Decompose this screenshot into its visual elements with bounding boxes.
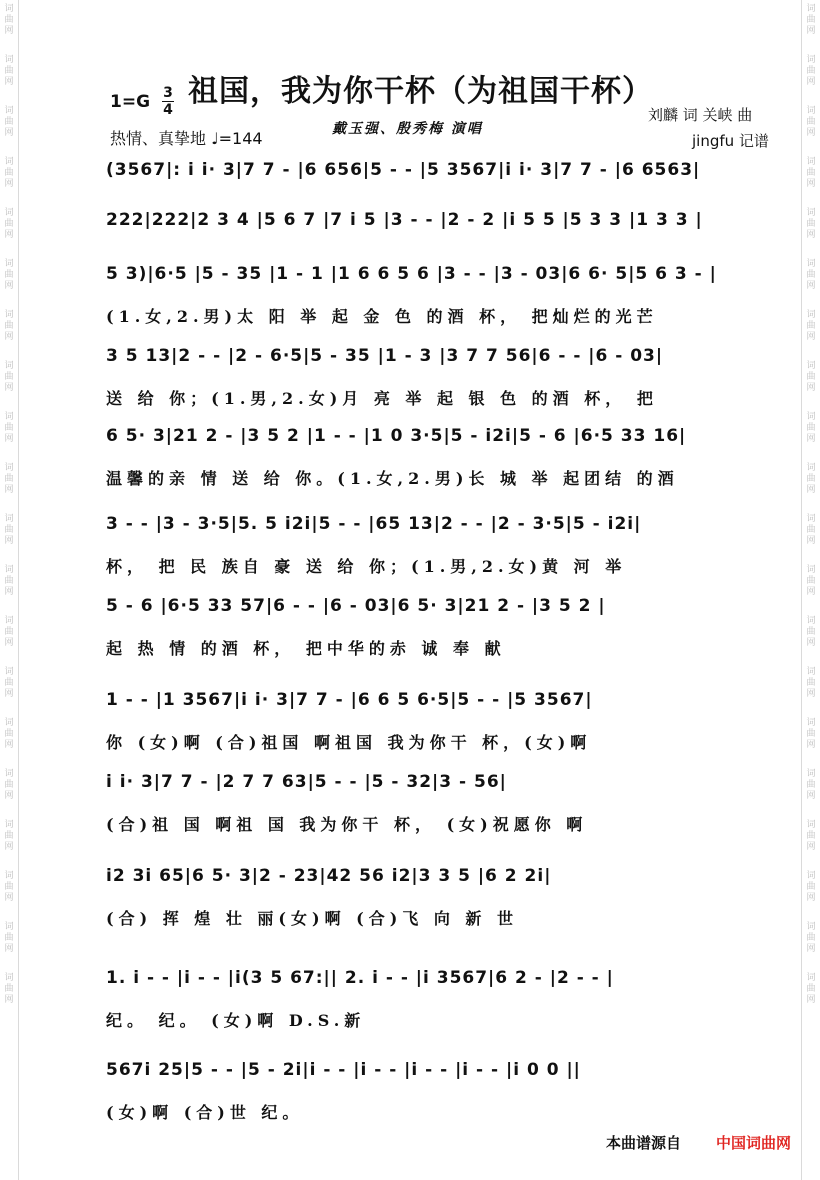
- lyric-line: 你 (女)啊 (合)祖国 啊祖国 我为你干 杯，(女)啊: [106, 733, 592, 752]
- lyric-line: 送 给 你；(1.男,2.女)月 亮 举 起 银 色 的酒 杯， 把: [106, 389, 658, 408]
- watermark-text: 词曲网: [806, 310, 816, 342]
- watermark-text: 词曲网: [4, 514, 14, 546]
- watermark-text: 词曲网: [4, 973, 14, 1005]
- notation-line: 3 5 13|2 - - |2 - 6·5|5 - 35 |1 - 3 |3 7 7 56|6 - - |6 - 03|: [106, 346, 664, 366]
- watermark-text: 词曲网: [806, 208, 816, 240]
- watermark-text: 词曲网: [806, 55, 816, 87]
- score-page: [20, 0, 800, 1180]
- watermark-text: 词曲网: [806, 718, 816, 750]
- time-top: 3: [163, 85, 173, 101]
- lyric-line: (合)祖 国 啊祖 国 我为你干 杯， (女)祝愿你 啊: [106, 815, 588, 834]
- watermark-text: 词曲网: [4, 718, 14, 750]
- right-watermark-strip: [801, 0, 820, 1180]
- notation-line: 1. i - - |i - - |i(3 5 67:|| 2. i - - |i 3567|6 2 - |2 - - |: [106, 968, 614, 988]
- time-bottom: 4: [163, 102, 173, 118]
- credits-notator: jingfu 记谱: [692, 132, 769, 150]
- lyric-line: (1.女,2.男)太 阳 举 起 金 色 的酒 杯， 把灿烂的光芒: [106, 307, 658, 326]
- watermark-text: 词曲网: [4, 208, 14, 240]
- watermark-text: 词曲网: [4, 157, 14, 189]
- notation-line: 5 - 6 |6·5 33 57|6 - - |6 - 03|6 5· 3|21 2 - |3 5 2 |: [106, 596, 606, 616]
- watermark-text: 词曲网: [4, 55, 14, 87]
- watermark-text: 词曲网: [4, 565, 14, 597]
- source-label: 本曲谱源自: [606, 1134, 682, 1152]
- credits-composer: 刘麟 词 关峡 曲: [648, 106, 753, 124]
- watermark-text: 词曲网: [4, 412, 14, 444]
- watermark-text: 词曲网: [806, 667, 816, 699]
- watermark-text: 词曲网: [806, 565, 816, 597]
- notation-line: 567i 25|5 - - |5 - 2i|i - - |i - - |i - - |i - - |i 0 0 ||: [106, 1060, 581, 1080]
- watermark-text: 词曲网: [806, 157, 816, 189]
- lyric-line: (合) 挥 煌 壮 丽(女)啊 (合)飞 向 新 世: [106, 909, 518, 928]
- watermark-text: 词曲网: [4, 259, 14, 291]
- notation-line: i2 3i 65|6 5· 3|2 - 23|42 56 i2|3 3 5 |6 2 2i|: [106, 866, 552, 886]
- watermark-text: 词曲网: [4, 616, 14, 648]
- notation-line: i i· 3|7 7 - |2 7 7 63|5 - - |5 - 32|3 - 56|: [106, 772, 507, 792]
- watermark-text: 词曲网: [4, 769, 14, 801]
- lyric-line: 杯， 把 民 族自 豪 送 给 你；(1.男,2.女)黄 河 举: [106, 557, 627, 576]
- lyric-line: 纪。 纪。 (女)啊 D.S.新: [106, 1011, 366, 1030]
- watermark-text: 词曲网: [4, 463, 14, 495]
- notation-line: 1 - - |1 3567|i i· 3|7 7 - |6 6 5 6·5|5 - - |5 3567|: [106, 690, 593, 710]
- watermark-text: 词曲网: [4, 310, 14, 342]
- watermark-text: 词曲网: [806, 922, 816, 954]
- watermark-text: 词曲网: [806, 4, 816, 36]
- watermark-text: 词曲网: [806, 820, 816, 852]
- watermark-text: 词曲网: [4, 922, 14, 954]
- watermark-text: 词曲网: [4, 871, 14, 903]
- notation-line: 6 5· 3|21 2 - |3 5 2 |1 - - |1 0 3·5|5 - i2i|5 - 6 |6·5 33 16|: [106, 426, 687, 446]
- watermark-text: 词曲网: [4, 4, 14, 36]
- notation-line: 5 3)|6·5 |5 - 35 |1 - 1 |1 6 6 5 6 |3 - - |3 - 03|6 6· 5|5 6 3 - |: [106, 264, 717, 284]
- notation-line: (3567|: i i· 3|7 7 - |6 656|5 - - |5 3567|i i· 3|7 7 - |6 6563|: [106, 160, 701, 180]
- watermark-text: 词曲网: [806, 361, 816, 393]
- lyric-line: 起 热 情 的酒 杯， 把中华的赤 诚 奉 献: [106, 639, 506, 658]
- watermark-text: 词曲网: [4, 820, 14, 852]
- watermark-text: 词曲网: [4, 106, 14, 138]
- source-site-link[interactable]: 中国词曲网: [716, 1134, 792, 1152]
- song-title: 祖国，我为你干杯（为祖国干杯）: [188, 74, 653, 109]
- lyric-line: (女)啊 (合)世 纪。: [106, 1103, 304, 1122]
- watermark-text: 词曲网: [806, 106, 816, 138]
- key-signature: 1=G: [110, 92, 151, 112]
- watermark-text: 词曲网: [806, 769, 816, 801]
- notation-line: 222|222|2 3 4 |5 6 7 |7 i 5 |3 - - |2 - 2 |i 5 5 |5 3 3 |1 3 3 |: [106, 210, 703, 230]
- watermark-text: 词曲网: [806, 412, 816, 444]
- time-signature: [162, 86, 174, 117]
- watermark-text: 词曲网: [806, 259, 816, 291]
- watermark-text: 词曲网: [806, 463, 816, 495]
- tempo-marking: 热情、真挚地 ♩=144: [110, 129, 263, 148]
- lyric-line: 温馨的亲 情 送 给 你。(1.女,2.男)长 城 举 起团结 的酒: [106, 469, 679, 488]
- notation-line: 3 - - |3 - 3·5|5. 5 i2i|5 - - |65 13|2 - - |2 - 3·5|5 - i2i|: [106, 514, 642, 534]
- watermark-text: 词曲网: [4, 667, 14, 699]
- watermark-text: 词曲网: [4, 361, 14, 393]
- left-watermark-strip: [0, 0, 19, 1180]
- watermark-text: 词曲网: [806, 871, 816, 903]
- watermark-text: 词曲网: [806, 973, 816, 1005]
- watermark-text: 词曲网: [806, 514, 816, 546]
- watermark-text: 词曲网: [806, 616, 816, 648]
- singers: 戴玉强、殷秀梅 演唱: [332, 121, 483, 137]
